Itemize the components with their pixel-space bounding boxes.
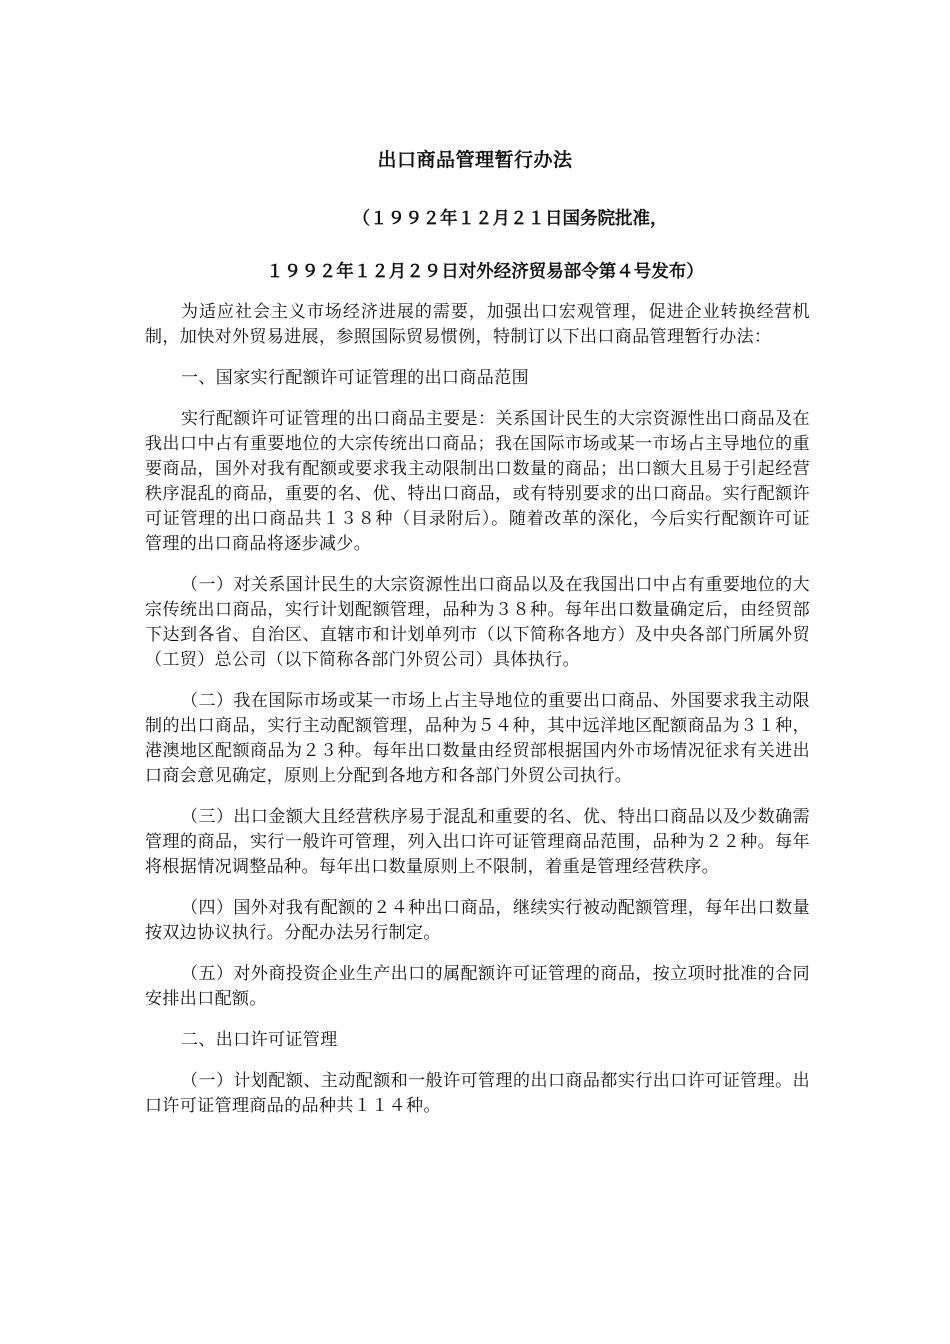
item-3-paragraph: （三）出口金额大且经营秩序易于混乱和重要的名、优、特出口商品以及少数确需管理的商品，实行一般许可管理，列入出口许可证管理商品范围，品种为２２种。每年将根据情况调整品种。每年出口数量原则上不限制，着重是管理经营秩序。 xyxy=(145,807,810,877)
document-title: 出口商品管理暂行办法 xyxy=(377,149,573,171)
approval-line: （１９９２年１２月２１日国务院批准， xyxy=(352,209,668,229)
item-4-paragraph: （四）国外对我有配额的２４种出口商品，继续实行被动配额管理，每年出口数量按双边协议执行。分配办法另行制定。 xyxy=(145,898,810,943)
item-2-paragraph: （二）我在国际市场或某一市场上占主导地位的重要出口商品、外国要求我主动限制的出口商品，实行主动配额管理，品种为５４种，其中远洋地区配额商品为３１种，港澳地区配额商品为２３种。每年出口数量由经贸部根据国内外市场情况征求有关进出口商会意见确定，原则上分配到各地方和各部门外贸公司执行。 xyxy=(145,691,810,786)
section-heading-2: 二、出口许可证管理 xyxy=(181,1030,338,1050)
section-1-intro-paragraph: 实行配额许可证管理的出口商品主要是：关系国计民生的大宗资源性出口商品及在我出口中占有重要地位的大宗传统出口商品；我在国际市场或某一市场占主导地位的重要商品，国外对我有配额或要求我主动限制出口数量的商品；出口额大且易于引起经营秩序混乱的商品，重要的名、优、特出口商品，或有特别要求的出口商品。实行配额许可证管理的出口商品共１３８种（目录附后）。随着改革的深化，今后实行配额许可证管理的出口商品将逐步减少。 xyxy=(145,409,810,554)
item-5-paragraph: （五）对外商投资企业生产出口的属配额许可证管理的商品，按立项时批准的合同安排出口配额。 xyxy=(145,964,810,1009)
section-2-item-1-paragraph: （一）计划配额、主动配额和一般许可管理的出口商品都实行出口许可证管理。出口许可证管理商品的品种共１１４种。 xyxy=(145,1071,810,1116)
document-body xyxy=(145,300,810,1135)
item-1-paragraph: （一）对关系国计民生的大宗资源性出口商品以及在我国出口中占有重要地位的大宗传统出口商品，实行计划配额管理，品种为３８种。每年出口数量确定后，由经贸部下达到各省、自治区、直辖市和计划单列市（以下简称各地方）及中央各部门所属外贸（工贸）总公司（以下简称各部门外贸公司）具体执行。 xyxy=(145,575,810,670)
preamble-paragraph: 为适应社会主义市场经济进展的需要，加强出口宏观管理，促进企业转换经营机制，加快对外贸易进展，参照国际贸易惯例，特制订以下出口商品管理暂行办法： xyxy=(145,302,810,347)
issue-line: １９９２年１２月２９日对外经济贸易部令第４号发布） xyxy=(266,262,704,282)
section-heading-1: 一、国家实行配额许可证管理的出口商品范围 xyxy=(181,368,529,388)
